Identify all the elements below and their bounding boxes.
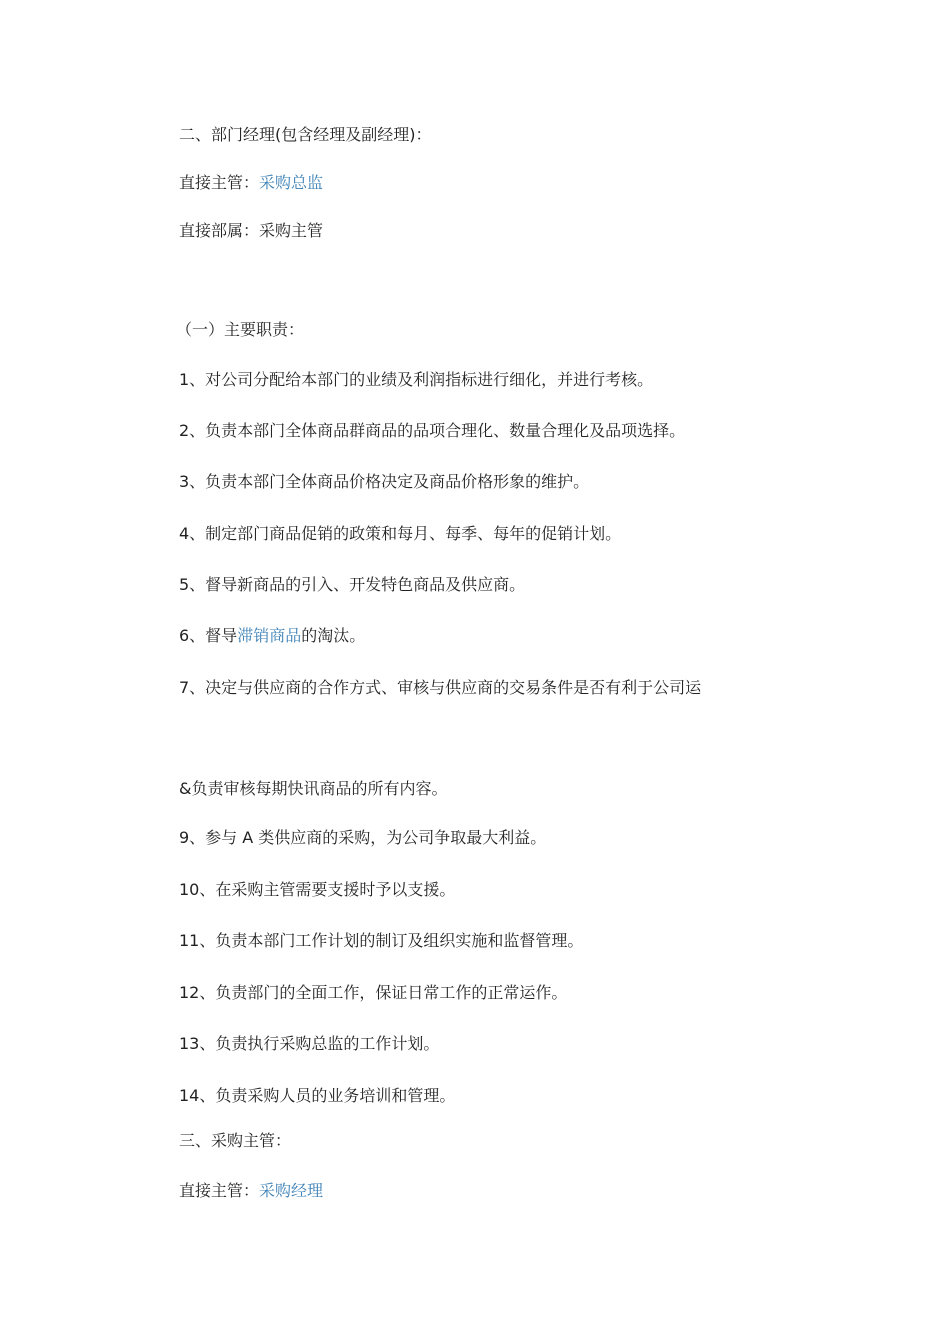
direct-supervisor-line <box>179 172 323 194</box>
direct-supervisor-label: 直接主管： <box>179 173 260 192</box>
supervisor-direct-supervisor-label: 直接主管： <box>179 1181 260 1200</box>
duty-item-14: 14、负责采购人员的业务培训和管理。 <box>179 1086 456 1105</box>
main-duties-heading: （一）主要职责： <box>176 320 305 339</box>
duty-item-6-prefix: 6、督导 <box>179 626 238 645</box>
section-heading-purchasing-supervisor: 三、采购主管： <box>179 1131 292 1150</box>
duty-item-4: 4、制定部门商品促销的政策和每月、每季、每年的促销计划。 <box>179 524 622 543</box>
direct-subordinate-line: 直接部属：采购主管 <box>179 221 324 240</box>
duty-item-7: 7、决定与供应商的合作方式、审核与供应商的交易条件是否有利于公司运 <box>179 678 702 697</box>
duty-item-5: 5、督导新商品的引入、开发特色商品及供应商。 <box>179 575 526 594</box>
duty-item-8: &负责审核每期快讯商品的所有内容。 <box>179 779 448 798</box>
duty-item-13: 13、负责执行采购总监的工作计划。 <box>179 1034 440 1053</box>
duty-item-12: 12、负责部门的全面工作，保证日常工作的正常运作。 <box>179 983 568 1002</box>
duty-item-10: 10、在采购主管需要支援时予以支援。 <box>179 880 456 899</box>
supervisor-direct-supervisor-line <box>179 1180 323 1202</box>
duty-item-1: 1、对公司分配给本部门的业绩及利润指标进行细化，并进行考核。 <box>179 370 654 389</box>
duty-item-2: 2、负责本部门全体商品群商品的品项合理化、数量合理化及品项选择。 <box>179 421 686 440</box>
duty-item-6 <box>179 625 365 647</box>
duty-item-9: 9、参与 A 类供应商的采购，为公司争取最大利益。 <box>179 828 547 847</box>
duty-item-6-suffix: 的淘汰。 <box>301 626 366 645</box>
slow-moving-goods-link[interactable]: 滞销商品 <box>237 626 302 645</box>
duty-item-3: 3、负责本部门全体商品价格决定及商品价格形象的维护。 <box>179 472 590 491</box>
purchasing-director-link[interactable]: 采购总监 <box>259 173 324 192</box>
section-heading-department-manager: 二、部门经理(包含经理及副经理)： <box>179 125 432 144</box>
duty-item-11: 11、负责本部门工作计划的制订及组织实施和监督管理。 <box>179 931 584 950</box>
purchasing-manager-link[interactable]: 采购经理 <box>259 1181 324 1200</box>
